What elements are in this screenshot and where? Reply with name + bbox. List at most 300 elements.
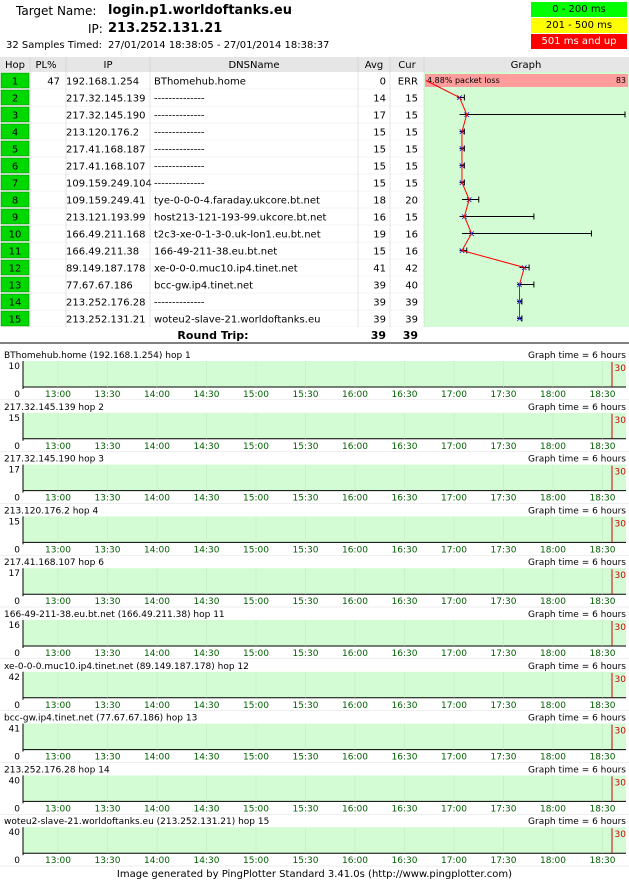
- hop-avg: 15: [373, 178, 386, 190]
- time-tick-label: 18:00: [540, 493, 566, 504]
- y-scale-label: 40: [8, 776, 20, 787]
- time-tick-label: 15:00: [243, 856, 269, 867]
- y-zero-label: 0: [14, 856, 20, 867]
- hop-time-graphs: [0, 349, 629, 867]
- y-scale-label: 15: [8, 517, 20, 528]
- time-tick-label: 13:30: [94, 493, 121, 504]
- hop-cur: 15: [405, 178, 418, 190]
- time-tick-label: 14:30: [193, 804, 220, 815]
- time-tick-label: 18:00: [540, 545, 566, 556]
- time-tick-label: 15:30: [292, 856, 319, 867]
- hop-cur: 40: [405, 280, 418, 292]
- graph-current-marker: 30: [614, 364, 626, 374]
- samples-label: 32 Samples Timed:: [6, 40, 102, 51]
- round-trip-cur: 39: [402, 329, 418, 342]
- time-tick-label: 16:30: [391, 441, 418, 452]
- hop-dnsname[interactable]: --------------: [154, 144, 205, 156]
- hop-ip[interactable]: 166.49.211.168: [66, 229, 146, 241]
- y-zero-label: 0: [14, 752, 20, 763]
- time-tick-label: 15:30: [292, 545, 319, 556]
- time-tick-label: 13:00: [45, 700, 71, 711]
- hop-cur: 20: [405, 195, 418, 207]
- time-tick-label: 14:00: [144, 597, 170, 608]
- time-tick-label: 13:30: [94, 804, 121, 815]
- graph-time-label: Graph time = 6 hours: [528, 713, 626, 724]
- graph-current-marker: 30: [614, 623, 626, 633]
- hop-avg-marker: ×: [458, 161, 466, 172]
- hop-cur: 15: [405, 161, 418, 173]
- time-tick-label: 14:30: [193, 390, 220, 400]
- y-zero-label: 0: [14, 804, 20, 815]
- hop-avg: 39: [373, 314, 386, 326]
- graph-title: 213.120.176.2 hop 4: [4, 506, 99, 517]
- hop-dnsname[interactable]: tye-0-0-0-4.faraday.ukcore.bt.net: [154, 195, 320, 207]
- y-zero-label: 0: [14, 597, 20, 608]
- hop-ip[interactable]: 166.49.211.38: [66, 246, 140, 258]
- column-header-ip[interactable]: IP: [103, 60, 113, 71]
- time-tick-label: 16:00: [342, 493, 368, 504]
- time-tick-label: 14:00: [144, 649, 170, 659]
- hop-number: 3: [11, 110, 19, 122]
- graph-title: 213.252.176.28 hop 14: [4, 765, 110, 776]
- graph-time-label: Graph time = 6 hours: [528, 454, 626, 465]
- hop-avg: 15: [373, 144, 386, 156]
- y-scale-label: 10: [8, 362, 20, 372]
- graph-time-label: Graph time = 6 hours: [528, 506, 626, 517]
- time-tick-label: 17:30: [490, 700, 517, 711]
- graph-title: xe-0-0-0.muc10.ip4.tinet.net (89.149.187.178) hop 12: [4, 661, 249, 672]
- time-tick-label: 13:00: [45, 390, 71, 400]
- latency-legend: [531, 2, 627, 50]
- time-tick-label: 18:00: [540, 597, 566, 608]
- time-tick-label: 18:00: [540, 752, 566, 763]
- time-tick-label: 14:00: [144, 752, 170, 763]
- hop-dnsname[interactable]: --------------: [154, 178, 205, 190]
- y-zero-label: 0: [14, 545, 20, 556]
- time-tick-label: 16:00: [342, 441, 368, 452]
- time-tick-label: 16:30: [391, 493, 418, 504]
- hop-packet-loss: 47: [47, 76, 60, 88]
- hop-cur: 15: [405, 212, 418, 224]
- time-tick-label: 15:00: [243, 441, 269, 452]
- graph-plot-area: [23, 516, 626, 542]
- time-tick-label: 18:30: [589, 545, 616, 556]
- time-tick-label: 14:30: [193, 752, 220, 763]
- time-tick-label: 15:30: [292, 804, 319, 815]
- hop-cur: 15: [405, 144, 418, 156]
- hop-number: 12: [8, 263, 22, 275]
- hop-ip[interactable]: 213.252.176.28: [66, 297, 146, 309]
- hop-avg-marker: ×: [458, 127, 466, 138]
- round-trip-avg: 39: [370, 329, 386, 342]
- time-tick-label: 17:30: [490, 804, 517, 815]
- time-tick-label: 15:00: [243, 804, 269, 815]
- hop-ip[interactable]: 213.121.193.99: [66, 212, 146, 224]
- time-tick-label: 16:30: [391, 597, 418, 608]
- hop-ip[interactable]: 89.149.187.178: [66, 263, 146, 275]
- hop-number: 15: [8, 314, 22, 326]
- sample-time-range: 27/01/2014 18:38:05 - 27/01/2014 18:38:37: [108, 40, 330, 51]
- time-tick-label: 13:30: [94, 856, 121, 867]
- time-tick-label: 17:00: [441, 545, 467, 556]
- hop-dnsname[interactable]: t2c3-xe-0-1-3-0.uk-lon1.eu.bt.net: [154, 229, 321, 241]
- graph-current-marker: 30: [614, 830, 626, 841]
- hop-time-graph: [0, 610, 629, 659]
- hop-number: 11: [8, 246, 22, 258]
- hop-avg: 39: [373, 297, 386, 309]
- time-tick-label: 13:30: [94, 700, 121, 711]
- time-tick-label: 15:00: [243, 752, 269, 763]
- time-tick-label: 16:30: [391, 804, 418, 815]
- hop-dnsname[interactable]: --------------: [154, 93, 205, 105]
- hop-avg-marker: ×: [458, 144, 466, 155]
- hop-dnsname[interactable]: 166-49-211-38.eu.bt.net: [154, 246, 278, 258]
- time-tick-label: 17:00: [441, 649, 467, 659]
- hop-avg-marker: ×: [465, 195, 473, 206]
- time-tick-label: 14:00: [144, 390, 170, 400]
- round-trip-bg: [0, 327, 629, 343]
- graph-plot-area: [23, 672, 626, 698]
- hop-cur: 16: [405, 246, 418, 258]
- ip-label: IP:: [88, 22, 103, 36]
- hop-avg: 15: [373, 127, 386, 139]
- hop-dnsname[interactable]: BThomehub.home: [154, 76, 246, 88]
- graph-max-label: 83: [615, 76, 626, 85]
- time-tick-label: 15:00: [243, 390, 269, 400]
- graph-time-label: Graph time = 6 hours: [528, 351, 626, 361]
- time-tick-label: 17:00: [441, 597, 467, 608]
- time-tick-label: 17:30: [490, 441, 517, 452]
- time-tick-label: 16:00: [342, 390, 368, 400]
- hop-ip[interactable]: 77.67.67.186: [66, 280, 133, 292]
- y-scale-label: 17: [8, 569, 20, 580]
- time-tick-label: 14:00: [144, 804, 170, 815]
- graph-current-marker: 30: [614, 778, 626, 789]
- hop-ip[interactable]: 217.32.145.139: [66, 93, 146, 105]
- y-scale-label: 42: [8, 672, 20, 683]
- hop-avg: 15: [373, 246, 386, 258]
- time-tick-label: 16:30: [391, 545, 418, 556]
- hop-avg: 19: [373, 229, 386, 241]
- hop-avg-marker: ×: [462, 110, 471, 121]
- legend-range-1: 0 - 200 ms: [531, 2, 627, 17]
- time-tick-label: 18:30: [589, 752, 616, 763]
- hop-time-graph: [0, 506, 629, 555]
- y-zero-label: 0: [14, 390, 20, 400]
- y-scale-label: 17: [8, 465, 20, 476]
- time-tick-label: 18:30: [589, 804, 616, 815]
- time-tick-label: 16:00: [342, 804, 368, 815]
- time-tick-label: 14:30: [193, 649, 220, 659]
- graph-title: bcc-gw.ip4.tinet.net (77.67.67.186) hop 13: [4, 713, 198, 724]
- time-tick-label: 13:30: [94, 597, 121, 608]
- time-tick-label: 18:00: [540, 390, 566, 400]
- y-zero-label: 0: [14, 493, 20, 504]
- graph-plot-area: [23, 620, 626, 646]
- time-tick-label: 17:00: [441, 856, 467, 867]
- time-tick-label: 16:30: [391, 752, 418, 763]
- hop-ip[interactable]: 217.41.168.187: [66, 144, 146, 156]
- footer-credit: Image generated by PingPlotter Standard 3.41.0s (http://www.pingplotter.com): [116, 869, 513, 880]
- hop-avg-marker: ×: [515, 314, 524, 325]
- hop-cur: 39: [405, 297, 418, 309]
- ip-value: 213.252.131.21: [108, 21, 223, 36]
- hop-dnsname[interactable]: --------------: [154, 127, 205, 139]
- graph-plot-area: [23, 361, 626, 387]
- time-tick-label: 13:30: [94, 441, 121, 452]
- graph-time-label: Graph time = 6 hours: [528, 402, 626, 413]
- time-tick-label: 18:30: [589, 493, 616, 504]
- hop-cur: 16: [405, 229, 418, 241]
- hop-time-graph: [0, 662, 629, 711]
- hop-dnsname[interactable]: xe-0-0-0.muc10.ip4.tinet.net: [154, 263, 298, 275]
- hop-dnsname[interactable]: woteu2-slave-21.worldoftanks.eu: [154, 314, 321, 326]
- y-zero-label: 0: [14, 441, 20, 452]
- hop-table: [0, 57, 629, 347]
- time-tick-label: 13:00: [45, 752, 71, 763]
- graph-title: 166-49-211-38.eu.bt.net (166.49.211.38) hop 11: [4, 610, 225, 620]
- hop-number: 8: [11, 195, 19, 207]
- graph-title: BThomehub.home (192.168.1.254) hop 1: [4, 351, 191, 361]
- time-tick-label: 13:30: [94, 390, 121, 400]
- time-tick-label: 14:30: [193, 597, 220, 608]
- time-tick-label: 17:30: [490, 856, 517, 867]
- time-tick-label: 16:00: [342, 856, 368, 867]
- hop-time-graph: [0, 558, 629, 607]
- time-tick-label: 13:00: [45, 649, 71, 659]
- time-tick-label: 14:00: [144, 545, 170, 556]
- hop-cur: 15: [405, 110, 418, 122]
- time-tick-label: 17:00: [441, 441, 467, 452]
- hop-ip[interactable]: 109.159.249.104: [66, 178, 152, 190]
- time-tick-label: 14:00: [144, 493, 170, 504]
- time-tick-label: 15:00: [243, 493, 269, 504]
- time-tick-label: 16:00: [342, 545, 368, 556]
- hop-avg: 16: [373, 212, 386, 224]
- time-tick-label: 18:00: [540, 649, 566, 659]
- time-tick-label: 13:00: [45, 441, 71, 452]
- hop-avg-marker: ×: [515, 280, 524, 291]
- time-tick-label: 15:30: [292, 752, 319, 763]
- graph-current-marker: 30: [614, 467, 626, 478]
- time-tick-label: 18:30: [589, 649, 616, 659]
- hop-avg-marker: ×: [458, 178, 466, 189]
- time-tick-label: 13:00: [45, 597, 71, 608]
- hop-number: 6: [11, 161, 19, 173]
- graph-current-marker: 30: [614, 726, 626, 737]
- graph-current-marker: 30: [614, 519, 626, 530]
- time-tick-label: 16:30: [391, 856, 418, 867]
- time-tick-label: 14:30: [193, 441, 220, 452]
- time-tick-label: 16:00: [342, 700, 368, 711]
- hop-avg-marker: ×: [460, 212, 469, 223]
- time-tick-label: 14:30: [193, 545, 220, 556]
- hop-ip[interactable]: 217.41.168.107: [66, 161, 146, 173]
- hop-ip[interactable]: 217.32.145.190: [66, 110, 146, 122]
- graph-title: woteu2-slave-21.worldoftanks.eu (213.252.131.21) hop 15: [4, 817, 270, 828]
- graph-plot-area: [23, 568, 626, 594]
- graph-area: [424, 72, 629, 327]
- time-tick-label: 17:00: [441, 752, 467, 763]
- hop-time-graph: [0, 455, 629, 504]
- time-tick-label: 13:00: [45, 545, 71, 556]
- hop-time-graph: [0, 403, 629, 452]
- hop-dnsname[interactable]: --------------: [154, 297, 205, 309]
- target-name-label: Target Name:: [16, 4, 97, 18]
- hop-number: 13: [8, 280, 22, 292]
- column-header-avg[interactable]: Avg: [364, 60, 384, 71]
- time-tick-label: 13:30: [94, 752, 121, 763]
- hop-time-graph: [0, 714, 629, 763]
- time-tick-label: 16:00: [342, 597, 368, 608]
- hop-avg-marker: ×: [467, 229, 476, 240]
- hop-avg: 0: [379, 76, 386, 88]
- hop-time-graph: [0, 817, 629, 866]
- time-tick-label: 18:30: [589, 597, 616, 608]
- graph-plot-area: [23, 827, 626, 853]
- time-tick-label: 18:00: [540, 856, 566, 867]
- hop-avg: 15: [373, 161, 386, 173]
- time-tick-label: 17:30: [490, 390, 517, 400]
- graph-current-marker: 30: [614, 571, 626, 582]
- time-tick-label: 18:30: [589, 856, 616, 867]
- hop-ip[interactable]: 213.120.176.2: [66, 127, 140, 139]
- hop-cur: 15: [405, 127, 418, 139]
- hop-avg-marker: ×: [515, 297, 524, 308]
- hop-dnsname[interactable]: host213-121-193-99.ukcore.bt.net: [154, 212, 327, 224]
- time-tick-label: 13:00: [45, 493, 71, 504]
- graph-plot-area: [23, 465, 626, 491]
- y-zero-label: 0: [14, 700, 20, 711]
- graph-current-marker: 30: [614, 415, 626, 426]
- time-tick-label: 14:00: [144, 700, 170, 711]
- hop-ip[interactable]: 192.168.1.254: [66, 76, 140, 88]
- hop-cur: ERR: [397, 76, 418, 88]
- time-tick-label: 13:00: [45, 856, 71, 867]
- packet-loss-note: 4.88% packet loss: [427, 76, 500, 85]
- time-tick-label: 13:30: [94, 649, 121, 659]
- time-tick-label: 15:00: [243, 545, 269, 556]
- hop-ip[interactable]: 109.159.249.41: [66, 195, 146, 207]
- y-scale-label: 15: [8, 413, 20, 424]
- time-tick-label: 18:30: [589, 441, 616, 452]
- time-tick-label: 16:30: [391, 700, 418, 711]
- time-tick-label: 17:30: [490, 597, 517, 608]
- time-tick-label: 16:30: [391, 649, 418, 659]
- legend-range-2: 201 - 500 ms: [531, 18, 627, 33]
- time-tick-label: 13:30: [94, 545, 121, 556]
- time-tick-label: 16:00: [342, 649, 368, 659]
- graph-time-label: Graph time = 6 hours: [528, 558, 626, 569]
- hop-number: 7: [11, 178, 19, 190]
- time-tick-label: 18:30: [589, 390, 616, 400]
- hop-time-graph: [0, 765, 629, 814]
- time-tick-label: 15:30: [292, 441, 319, 452]
- time-tick-label: 17:00: [441, 804, 467, 815]
- hop-dnsname[interactable]: bcc-gw.ip4.tinet.net: [154, 280, 254, 292]
- hop-dnsname[interactable]: --------------: [154, 161, 205, 173]
- hop-number: 9: [11, 212, 19, 224]
- graph-plot-area: [23, 413, 626, 439]
- time-tick-label: 15:30: [292, 390, 319, 400]
- time-tick-label: 17:00: [441, 493, 467, 504]
- time-tick-label: 17:00: [441, 390, 467, 400]
- column-header-dnsname[interactable]: DNSName: [228, 60, 280, 71]
- hop-cur: 15: [405, 93, 418, 105]
- hop-number: 10: [8, 229, 22, 241]
- time-tick-label: 15:30: [292, 493, 319, 504]
- hop-avg-marker: ×: [455, 93, 464, 104]
- graph-title: 217.32.145.139 hop 2: [4, 402, 104, 413]
- graph-title: 217.41.168.107 hop 6: [4, 558, 104, 569]
- time-tick-label: 18:30: [589, 700, 616, 711]
- time-tick-label: 14:30: [193, 493, 220, 504]
- legend-range-3: 501 ms and up: [531, 34, 627, 49]
- time-tick-label: 14:30: [193, 700, 220, 711]
- time-tick-label: 17:30: [490, 649, 517, 659]
- graph-plot-area: [23, 724, 626, 750]
- hop-dnsname[interactable]: --------------: [154, 110, 205, 122]
- time-tick-label: 17:30: [490, 752, 517, 763]
- column-header-graph[interactable]: Graph: [510, 60, 542, 71]
- time-tick-label: 18:00: [540, 700, 566, 711]
- graph-time-label: Graph time = 6 hours: [528, 765, 626, 776]
- time-tick-label: 18:00: [540, 804, 566, 815]
- graph-plot-area: [23, 775, 626, 801]
- column-header-cur[interactable]: Cur: [398, 60, 416, 71]
- hop-number: 4: [11, 127, 19, 139]
- time-tick-label: 14:00: [144, 441, 170, 452]
- target-name-value: login.p1.worldoftanks.eu: [108, 3, 292, 18]
- graph-time-label: Graph time = 6 hours: [528, 661, 626, 672]
- graph-time-label: Graph time = 6 hours: [528, 610, 626, 620]
- hop-avg: 14: [373, 93, 386, 105]
- time-tick-label: 17:00: [441, 700, 467, 711]
- hop-time-graph: [0, 351, 629, 400]
- column-header-plpct[interactable]: PL%: [35, 60, 57, 71]
- hop-number: 2: [11, 93, 19, 105]
- time-tick-label: 15:00: [243, 649, 269, 659]
- hop-avg-marker: ×: [520, 263, 529, 274]
- hop-avg: 39: [373, 280, 386, 292]
- time-tick-label: 14:00: [144, 856, 170, 867]
- time-tick-label: 18:00: [540, 441, 566, 452]
- time-tick-label: 15:30: [292, 649, 319, 659]
- time-tick-label: 15:00: [243, 597, 269, 608]
- y-zero-label: 0: [14, 649, 20, 659]
- y-scale-label: 16: [8, 621, 20, 631]
- hop-number: 1: [11, 76, 19, 88]
- time-tick-label: 14:30: [193, 856, 220, 867]
- y-scale-label: 41: [8, 724, 20, 735]
- time-tick-label: 13:00: [45, 804, 71, 815]
- hop-avg: 17: [373, 110, 386, 122]
- time-tick-label: 15:30: [292, 700, 319, 711]
- time-tick-label: 16:30: [391, 390, 418, 400]
- column-header-hop[interactable]: Hop: [5, 60, 25, 71]
- round-trip-label: Round Trip:: [177, 329, 249, 342]
- hop-ip[interactable]: 213.252.131.21: [66, 314, 146, 326]
- graph-time-label: Graph time = 6 hours: [528, 817, 626, 828]
- y-scale-label: 40: [8, 828, 20, 839]
- time-tick-label: 15:30: [292, 597, 319, 608]
- hop-cur: 42: [405, 263, 418, 275]
- hop-number: 14: [8, 297, 22, 309]
- graph-title: 217.32.145.190 hop 3: [4, 454, 104, 465]
- hop-avg: 41: [373, 263, 386, 275]
- time-tick-label: 17:30: [490, 545, 517, 556]
- time-tick-label: 16:00: [342, 752, 368, 763]
